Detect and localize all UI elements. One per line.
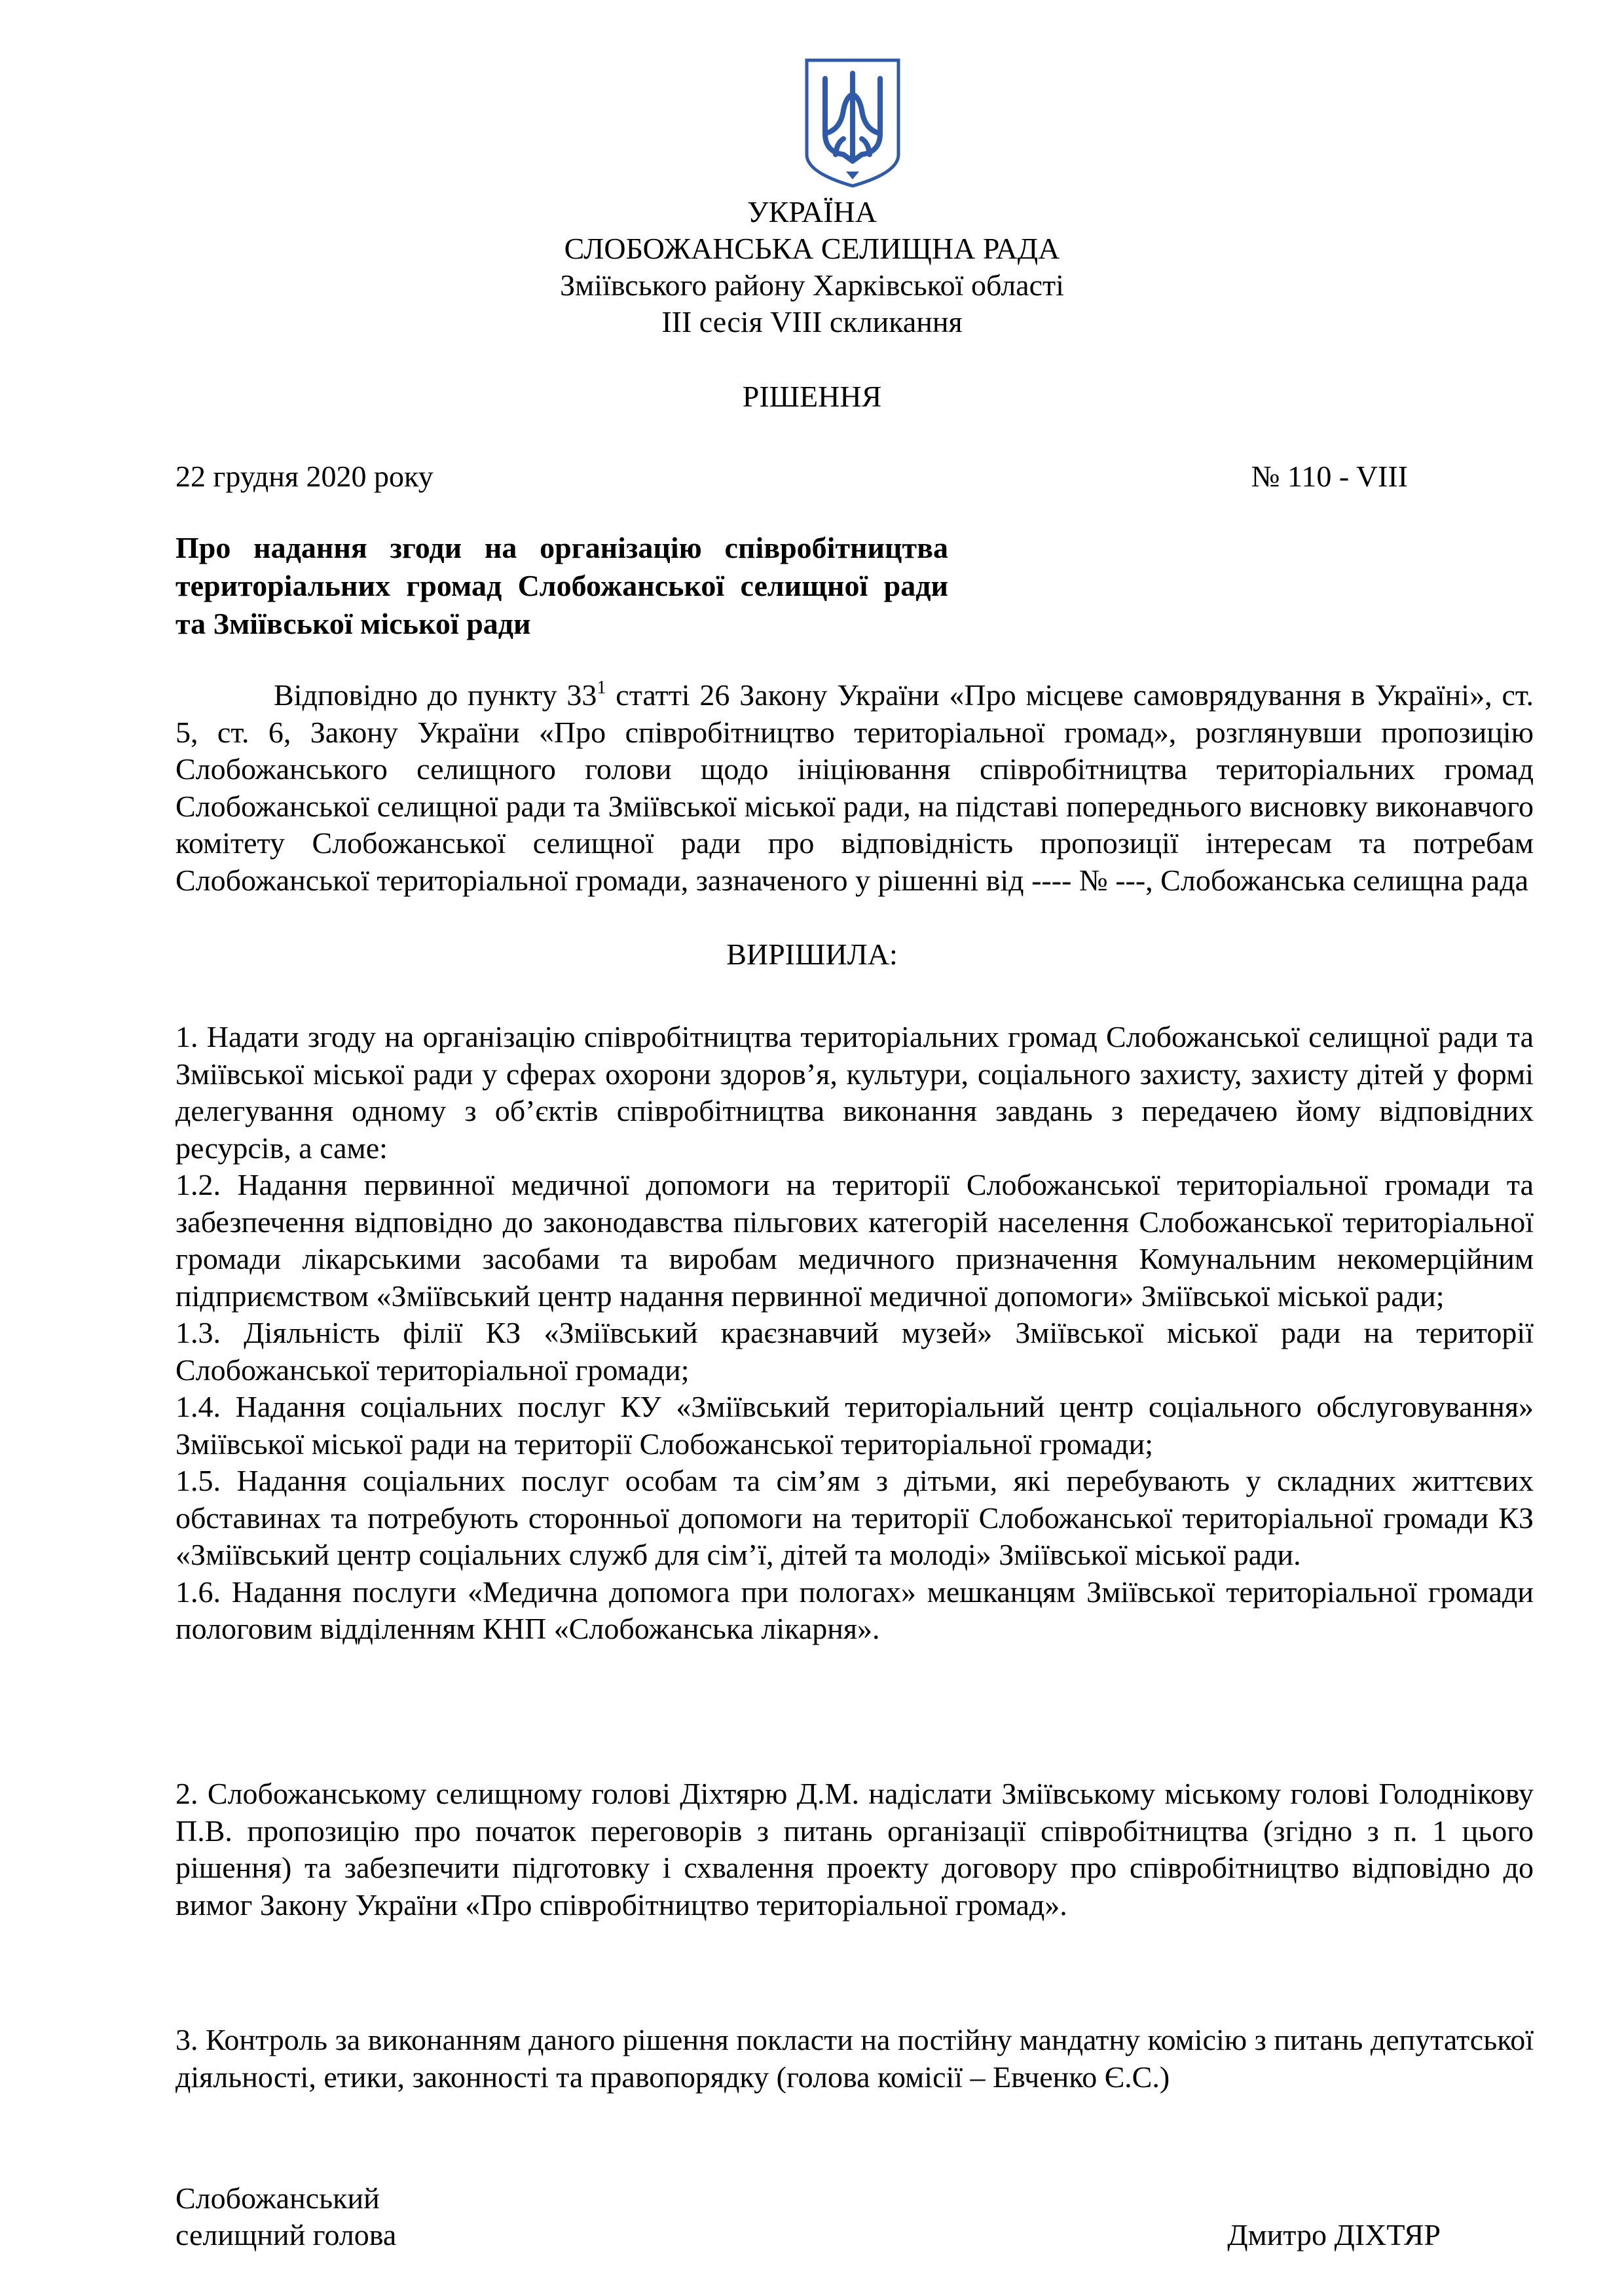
- session-line: ІІІ сесія VIII скликання: [661, 305, 963, 338]
- item-3: 3. Контроль за виконанням даного рішення покласти на постійну мандатну комісію з питань депутатської діяльності, етики, законності та правопорядку (голова комісії – Евченко Є.С.): [175, 2023, 1534, 2094]
- preamble-text-part2: статті 26 Закону України «Про місцеве самоврядування в Україні», ст. 5, ст. 6, Закону України «Про співробітництво територіальної громад», розглянувши пропозицію Слобожанського селищного голови щодо ініціювання співробітництва територіальних громад Слобожанської селищної ради та Зміївської міської ради, на підставі попереднього висновку виконавчого комітету Слобожанської селищної ради про відповідність пропозиції інтересам та потребам Слобожанської територіальної громади, зазначеного у рішенні від ---- № ---, Слобожанська селищна рада: [175, 678, 1534, 897]
- country-heading: УКРАЇНА: [747, 195, 877, 228]
- item-1-4: 1.4. Надання соціальних послуг КУ «Зміївський територіальний центр соціального обслуговування» Зміївської міської ради на території Слобожанської територіальної громади;: [175, 1390, 1534, 1461]
- decision-items: [175, 1019, 1534, 1648]
- decision-date: 22 грудня 2020 року: [175, 460, 434, 493]
- decision-title: Про надання згоди на організацію співробітництва територіальних громад Слобожанської селищної ради та Зміївської міської ради: [175, 531, 948, 640]
- preamble-text-part1: Відповідно до пункту 33: [274, 678, 597, 712]
- district-line: Зміївського району Харківської області: [560, 268, 1064, 302]
- council-name: СЛОБОЖАНСЬКА СЕЛИЩНА РАДА: [564, 232, 1060, 265]
- signature-position-line2: селищний голова: [175, 2218, 397, 2251]
- trident-emblem-icon: [803, 56, 902, 190]
- document-type: РІШЕННЯ: [742, 380, 882, 413]
- item-1-2: 1.2. Надання первинної медичної допомоги на території Слобожанської територіальної громади та забезпечення відповідно до законодавства пільгових категорій населення Слобожанської територіальної громади лікарськими засобами та виробам медичного призначення Комунальним некомерційним підприємством «Зміївський центр надання первинної медичної допомоги» Зміївської міської ради;: [175, 1168, 1534, 1313]
- item-2: 2. Слобожанському селищному голові Діхтярю Д.М. надіслати Зміївському міському голові Голоднікову П.В. пропозицію про початок переговорів з питань організації співробітництва (згідно з п. 1 цього рішення) та забезпечити підготовку і схвалення проекту договору про співробітництво відповідно до вимог Закону України «Про співробітництво територіальної громад».: [175, 1777, 1534, 1922]
- signature-name: Дмитро ДІХТЯР: [1227, 2218, 1441, 2251]
- decided-heading: ВИРІШИЛА:: [726, 938, 898, 971]
- item-1-5: 1.5. Надання соціальних послуг особам та сім’ям з дітьми, які перебувають у складних життєвих обставинах та потребують сторонньої допомоги на території Слобожанської територіальної громади КЗ «Зміївський центр соціальних служб для сім’ї, дітей та молоді» Зміївської міської ради.: [175, 1464, 1534, 1571]
- decision-number: № 110 - VIII: [1251, 460, 1408, 493]
- item-1-6: 1.6. Надання послуги «Медична допомога при пологах» мешканцям Зміївської територіальної громади пологовим відділенням КНП «Слобожанська лікарня».: [175, 1575, 1534, 1645]
- preamble: [175, 677, 1534, 899]
- item-1-3: 1.3. Діяльність філії КЗ «Зміївський краєзнавчий музей» Зміївської міської ради на території Слобожанської територіальної громади;: [175, 1316, 1534, 1387]
- signature-position-line1: Слобожанський: [175, 2181, 380, 2215]
- preamble-superscript: 1: [597, 677, 606, 698]
- item-1: 1. Надати згоду на організацію співробітництва територіальних громад Слобожанської селищної ради та Зміївської міської ради у сферах охорони здоров’я, культури, соціального захисту, захисту дітей у формі делегування одному з об’єктів співробітництва виконання завдань з передачею йому відповідних ресурсів, а саме:: [175, 1020, 1534, 1165]
